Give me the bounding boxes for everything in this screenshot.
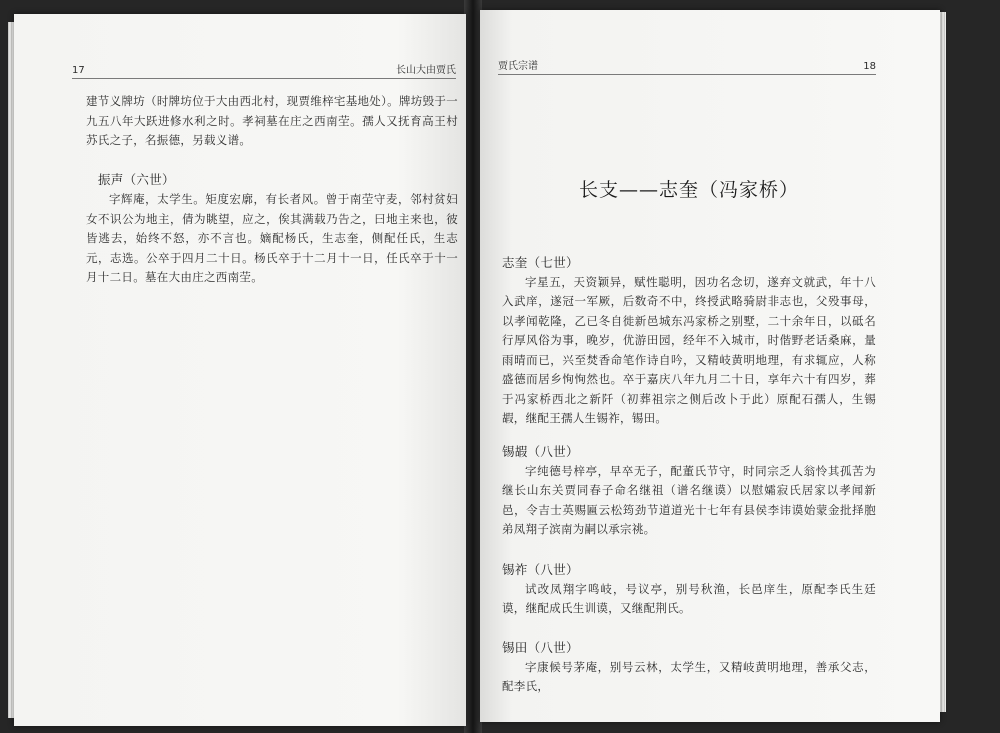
left-running-header	[72, 60, 456, 79]
entry-xijia	[502, 442, 876, 540]
entry-zhikui	[502, 253, 876, 429]
entry-body: 试改凤翔字鸣岐，号议亭，别号秋渔，长邑庠生，原配李氏生廷谟，继配成氏生训谟，又继配荆氏。	[502, 581, 876, 615]
right-header-title: 贾氏宗谱	[498, 61, 538, 72]
left-section-zhensheng	[98, 170, 458, 190]
left-header-title: 长山大由贾氏	[396, 65, 456, 76]
entry-heading: 志奎（七世）	[502, 255, 579, 270]
entry-xizuo	[502, 560, 876, 619]
right-page-number: 18	[863, 61, 876, 72]
chapter-title: 长支——志奎（冯家桥）	[578, 179, 799, 201]
left-page	[14, 14, 466, 726]
entry-body: 字星五，天资颖异，赋性聪明，因功名念切，遂弃文就武，年十八入武庠，遂冠一军厥，后数奇不中，终授武略骑尉非志也，父殁事母，以孝闻乾隆，乙已冬自徙新邑城东冯家桥之别墅，二十余年日，以砥名行厚风俗为事，晚岁，优游田园，经年不入城市，时偕野老话桑麻，量雨晴而已，兴至焚香命笔作诗自吟，又精岐黄明地理，有求辄应，人称盛德而居乡恂恂然也。卒于嘉庆八年九月二十日，享年六十有四岁，葬于冯家桥西北之新阡（初葬祖宗之侧后改卜于此）原配石孺人，生锡嘏，继配王孺人生锡祚，锡田。	[502, 274, 876, 425]
right-page	[480, 10, 940, 722]
entry-heading: 锡田（八世）	[502, 640, 579, 655]
entry-body: 字纯德号梓亭，早卒无子，配董氏节守，时同宗乏人翁怜其孤苦为继长山东关贾同春子命名继祖（谱名继谟）以慰孀寂氏居家以孝闻新邑，令吉士英赐匾云松筠劲节道道光十七年有县侯李讳谟始蒙金批择胞弟凤翔子滨南为嗣以承宗祧。	[502, 463, 876, 536]
right-running-header	[498, 56, 876, 75]
section-body: 字辉庵，太学生。矩度宏廓，有长者风。曾于南茔守麦，邻村贫妇女不识公为地主，倩为眺望，应之，俟其满载乃告之，曰地主来也，彼皆逃去，始终不怒，亦不言也。嫡配杨氏，生志奎，侧配任氏，生志元，志选。公卒于四月二十日。杨氏卒于十二月十一日，任氏卒于十一月十二日。墓在大由庄之西南茔。	[86, 192, 458, 284]
entry-xitian	[502, 638, 876, 697]
left-page-number: 17	[72, 65, 85, 76]
entry-heading: 锡嘏（八世）	[502, 444, 579, 459]
left-section-body-block	[86, 190, 458, 288]
left-intro-paragraph: 建节义牌坊（时牌坊位于大由西北村，现贾维梓宅基地处）。牌坊毁于一九五八年大跃进修水利之时。孝祠墓在庄之西南茔。孺人又抚育高王村苏氏之子，名振德，另载义谱。	[86, 94, 458, 147]
left-intro-block	[86, 92, 458, 151]
entry-heading: 锡祚（八世）	[502, 562, 579, 577]
entry-body: 字康候号茅庵，别号云林，太学生，又精岐黄明地理，善承父志，配李氏，	[502, 659, 876, 693]
section-heading: 振声（六世）	[98, 172, 175, 187]
